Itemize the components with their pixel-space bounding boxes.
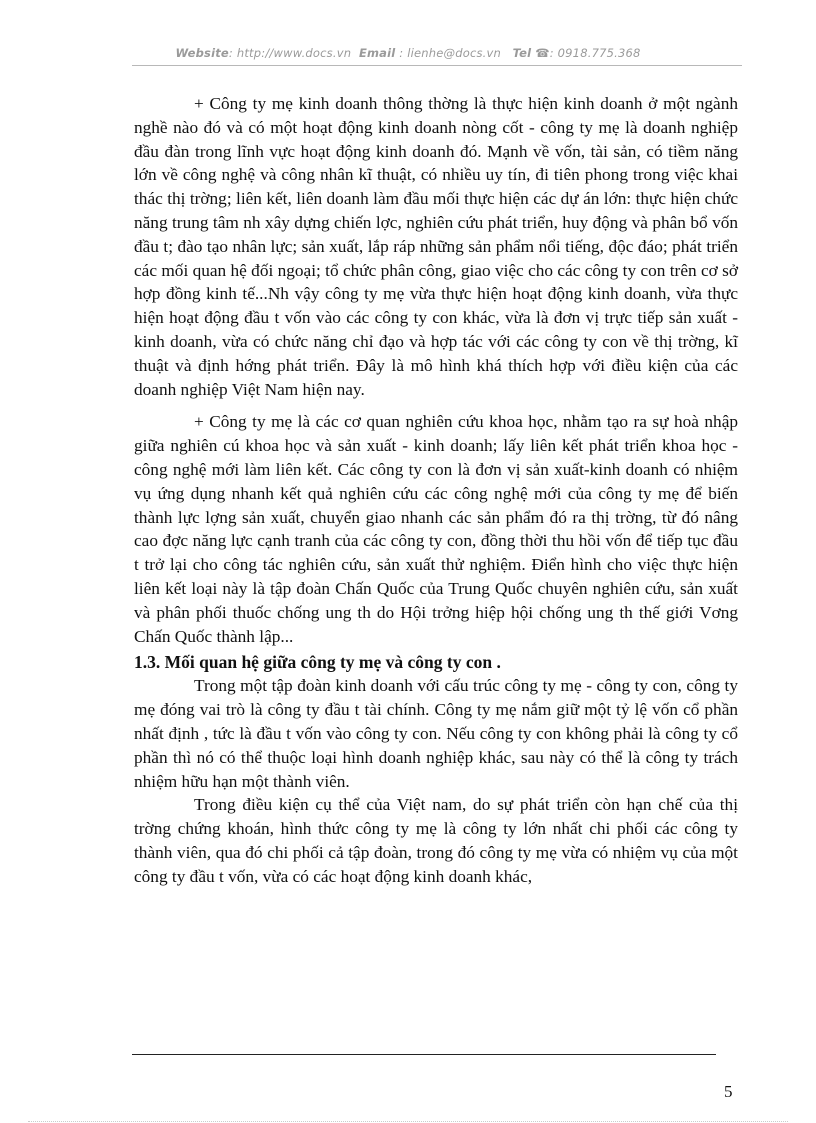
footer-divider xyxy=(132,1054,716,1055)
page-bottom-border xyxy=(28,1121,788,1122)
paragraph-relationship-2: Trong điều kiện cụ thể của Việt nam, do sự phát triển còn hạn chế của thị trờng chứng khoán, hình thức công ty mẹ là công ty lớn nhất chi phối các công ty thành viên, qua đó chi phối cả tập đoàn, trong đó công ty mẹ vừa có nhiệm vụ của một công ty đầu t vốn, vừa có các hoạt động kinh doanh khác, xyxy=(134,795,738,886)
page-header xyxy=(0,46,816,60)
document-body xyxy=(134,92,738,889)
page-number: 5 xyxy=(724,1082,733,1101)
website-value: : http://www.docs.vn xyxy=(228,46,352,60)
section-heading: 1.3. Mối quan hệ giữa công ty mẹ và công ty con . xyxy=(134,652,501,673)
email-label: Email xyxy=(358,46,396,60)
paragraph-relationship-1: Trong một tập đoàn kinh doanh với cấu trúc công ty mẹ - công ty con, công ty mẹ đóng vai trò là công ty đầu t tài chính. Công ty mẹ nắm giữ một tỷ lệ vốn cổ phần nhất định , tức là đầu t vốn vào công ty con. Nếu công ty con không phải là công ty cổ phần thì nó có thể thuộc loại hình doanh nghiệp khác, sau này có thể là công ty trách nhiệm hữu hạn một thành viên. xyxy=(134,676,738,791)
paragraph-parent-company-business: + Công ty mẹ kinh doanh thông thờng là thực hiện kinh doanh ở một ngành nghề nào đó và có một hoạt động kinh doanh nòng cốt - công ty mẹ là doanh nghiệp đầu đàn trong lĩnh vực hoạt động kinh doanh đó. Mạnh về vốn, tài sản, có tiềm năng lớn về công nghệ và công nhân kĩ thuật, có nhiều uy tín, đi tiên phong trong việc khai thác thị trờng; liên kết, liên doanh làm đầu mối thực hiện các dự án lớn: thực hiện chức năng trung tâm nh xây dựng chiến lợc, nghiên cứu phát triển, huy động và phân bổ vốn đầu t; đào tạo nhân lực; sản xuất, lắp ráp những sản phẩm nổi tiếng, độc đáo; phát triển các mối quan hệ đối ngoại; tổ chức phân công, giao việc cho các công ty con trên cơ sở hợp đồng kinh tế...Nh vậy công ty mẹ vừa thực hiện hoạt động kinh doanh, vừa thực hiện hoạt động đầu t vốn vào các công ty con khác, vừa là đơn vị trực tiếp sản xuất - kinh doanh, vừa có chức năng chỉ đạo và hợp tác với các công ty con về thị trờng, kĩ thuật và định hớng phát triển. Đây là mô hình khá thích hợp với điều kiện của các doanh nghiệp Việt Nam hiện nay. xyxy=(134,94,738,399)
tel-value: : 0918.775.368 xyxy=(549,46,641,60)
header-divider xyxy=(132,65,742,66)
phone-icon: ☎ xyxy=(535,46,550,60)
website-label: Website xyxy=(175,46,229,60)
paragraph-parent-company-research: + Công ty mẹ là các cơ quan nghiên cứu khoa học, nhằm tạo ra sự hoà nhập giữa nghiên cú khoa học và sản xuất - kinh doanh; lấy liên kết phát triển khoa học - công nghệ mới làm liên kết. Các công ty con là đơn vị sản xuất-kinh doanh có nhiệm vụ ứng dụng nhanh kết quả nghiên cứu các công nghệ mới của công ty mẹ để biến thành lực lợng sản xuất, chuyển giao nhanh các sản phẩm đó ra thị trờng, từ đó nâng cao đợc năng lực cạnh tranh của các công ty con, đồng thời thu hồi vốn để tiếp tục đầu t trở lại cho công tác nghiên cứu, sản xuất thử nghiệm. Điển hình cho việc thực hiện liên kết loại này là tập đoàn Chấn Quốc của Trung Quốc chuyên nghiên cứu, sản xuất và phân phối thuốc chống ung th do Hội trởng hiệp hội chống ung th thế giới Vơng Chấn Quốc thành lập... xyxy=(134,412,738,646)
email-value: : lienhe@docs.vn xyxy=(399,46,502,60)
tel-label: Tel xyxy=(512,46,532,60)
